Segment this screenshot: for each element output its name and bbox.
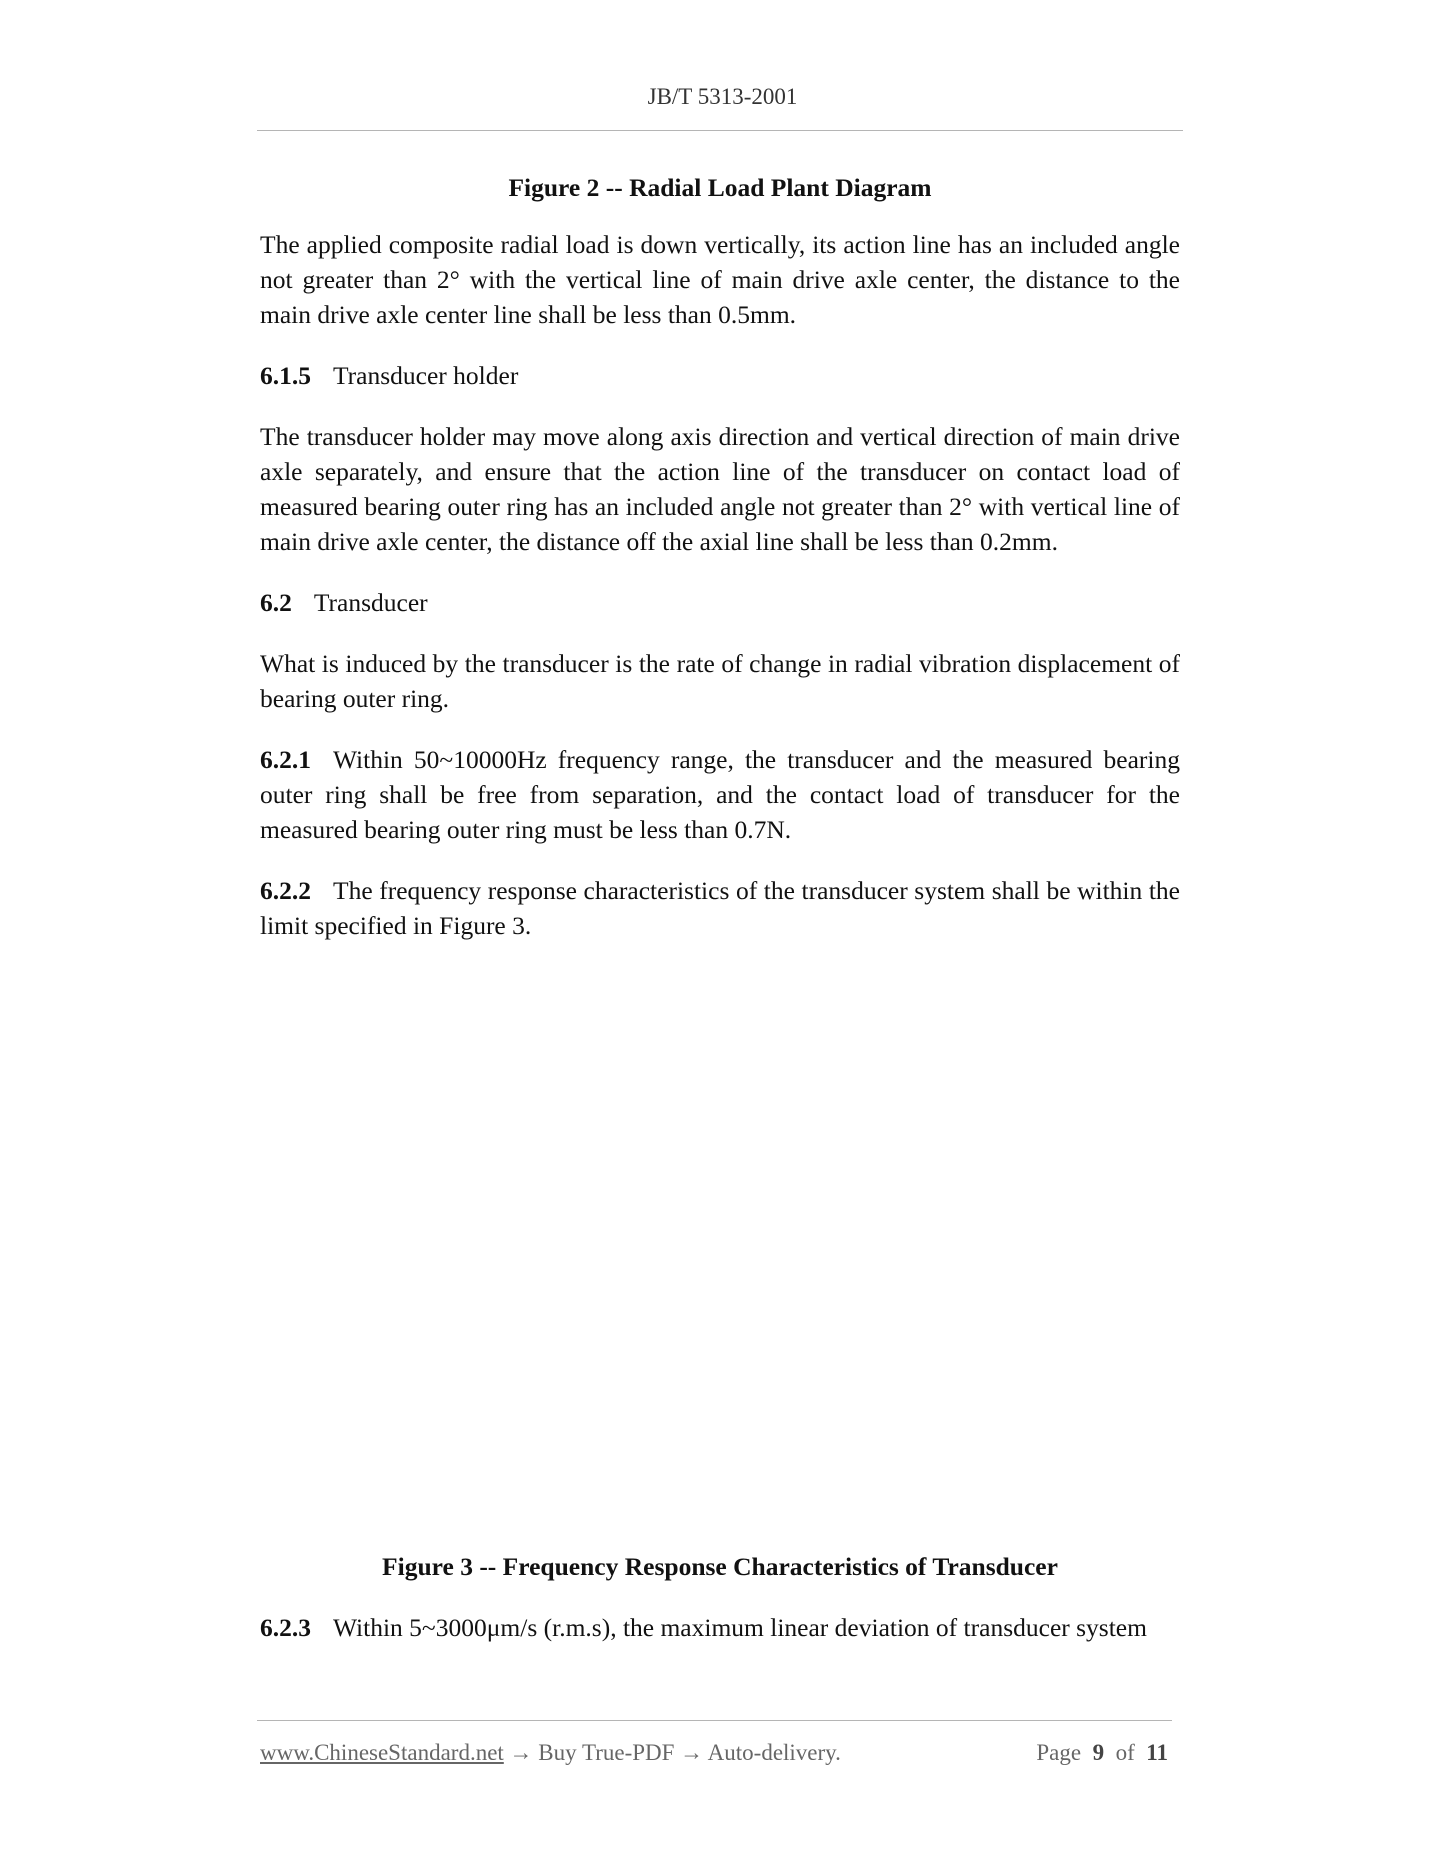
section-6-1-5-heading	[260, 358, 1180, 393]
section-number: 6.2.3	[260, 1613, 311, 1642]
section-title: Transducer holder	[333, 361, 519, 390]
figure-2-caption: Figure 2 -- Radial Load Plant Diagram	[508, 173, 932, 202]
paragraph-transducer: What is induced by the transducer is the rate of change in radial vibration displacement of bearing outer ring.	[260, 649, 1180, 713]
section-number: 6.2.2	[260, 876, 311, 905]
page-total: 11	[1146, 1740, 1168, 1765]
footer-divider	[257, 1720, 1172, 1721]
section-number: 6.1.5	[260, 361, 311, 390]
paragraph-radial-load: The applied composite radial load is down vertically, its action line has an included angle not greater than 2° with the vertical line of main drive axle center, the distance to the main drive axle center line shall be less than 0.5mm.	[260, 230, 1180, 329]
page-label: Page	[1036, 1740, 1082, 1765]
section-6-2-heading	[260, 585, 1180, 620]
page-indicator	[1036, 1740, 1168, 1766]
section-text: Within 50~10000Hz frequency range, the transducer and the measured bearing outer ring shall be free from separation, and the contact load of transducer for the measured bearing outer ring must be less than 0.7N.	[260, 745, 1180, 844]
section-6-2-1	[260, 742, 1180, 847]
page-of: of	[1115, 1740, 1135, 1765]
page-content	[260, 170, 1180, 1671]
section-title: Transducer	[313, 588, 428, 617]
section-text: The frequency response characteristics of the transducer system shall be within the limit specified in Figure 3.	[260, 876, 1180, 940]
figure-3-placeholder	[260, 969, 1180, 1549]
section-number: 6.2.1	[260, 745, 311, 774]
section-number: 6.2	[260, 588, 292, 617]
header-divider	[257, 130, 1183, 131]
paragraph-transducer-holder: The transducer holder may move along axis direction and vertical direction of main drive axle separately, and ensure that the action line of the transducer on contact load of measured bearing outer ring has an included angle not greater than 2° with vertical line of main drive axle center, the distance off the axial line shall be less than 0.2mm.	[260, 422, 1180, 556]
figure-3-caption: Figure 3 -- Frequency Response Characteristics of Transducer	[382, 1552, 1058, 1581]
site-link[interactable]: www.ChineseStandard.net	[260, 1740, 504, 1765]
section-text: Within 5~3000μm/s (r.m.s), the maximum linear deviation of transducer system	[333, 1613, 1147, 1642]
promo-text: → Buy True-PDF → Auto-delivery.	[503, 1740, 841, 1765]
page-current: 9	[1092, 1740, 1105, 1765]
section-6-2-3	[260, 1610, 1180, 1645]
footer-promo	[260, 1740, 841, 1766]
document-header: JB/T 5313-2001	[647, 84, 798, 109]
section-6-2-2	[260, 873, 1180, 943]
